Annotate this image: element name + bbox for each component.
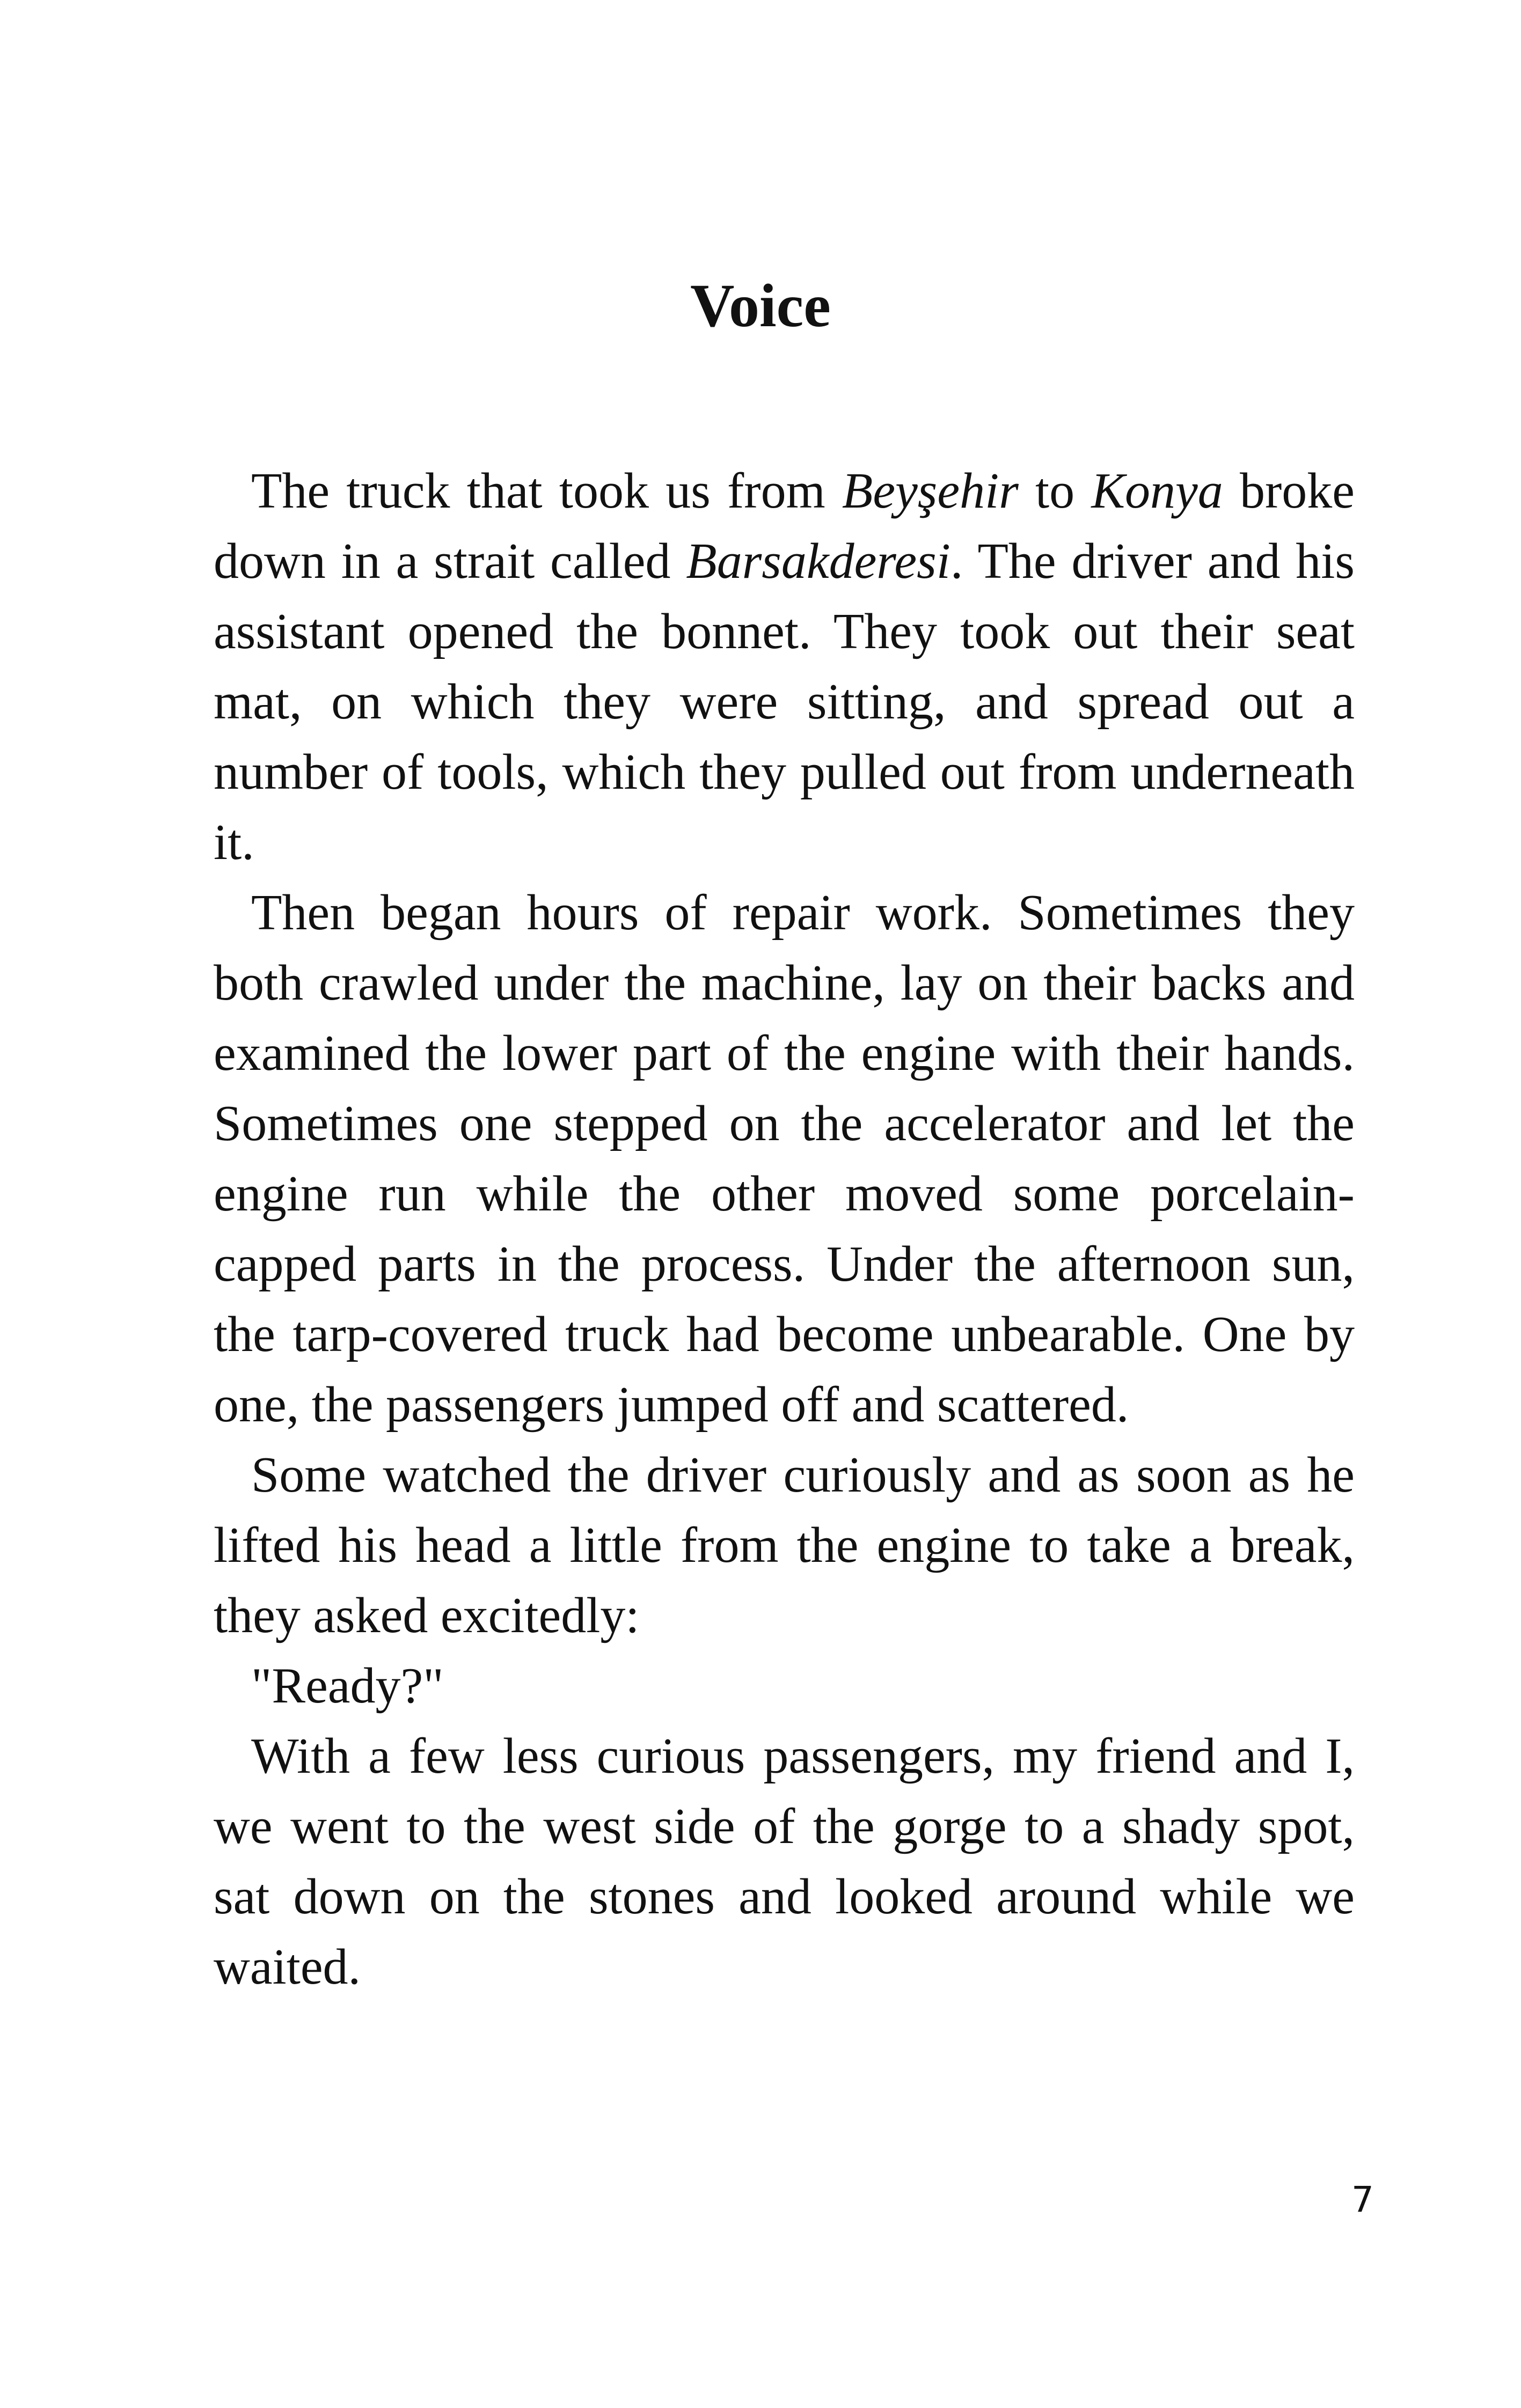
paragraph-5: With a few less curious passengers, my friend and I, we went to the west side of the gorge to a shady spot, sat down on the stones and looked around while we waited.	[214, 1728, 1355, 1995]
paragraph-1-text-d: . The driver and his assistant opened the bonnet. They took out their seat mat, on which they were sitting, and spread out a number of tools, which they pulled out from underneath it.	[214, 533, 1355, 870]
paragraph-1-text-a: The truck that took us from	[251, 463, 842, 519]
paragraph-4: "Ready?"	[251, 1658, 444, 1714]
paragraph-1	[214, 456, 1355, 878]
paragraph-1-text-c: broke down in a strait called	[214, 463, 1355, 589]
paragraph-2: Then began hours of repair work. Sometimes they both crawled under the machine, lay on their backs and examined the lower part of the engine with their hands. Sometimes one stepped on the accelerator and let the engine run while the other moved some porcelain-capped parts in the process. Under the afternoon sun, the tarp-covered truck had become unbearable. One by one, the passengers jumped off and scattered.	[214, 885, 1355, 1433]
chapter-title: Voice	[690, 271, 831, 340]
place-name-beysehir: Beyşehir	[842, 463, 1019, 519]
page-number: 7	[1351, 2179, 1374, 2220]
chapter-body	[214, 456, 1355, 2002]
place-name-konya: Konya	[1091, 463, 1223, 519]
paragraph-3: Some watched the driver curiously and as soon as he lifted his head a little from the engine to take a break, they asked excitedly:	[214, 1447, 1355, 1643]
place-name-barsakderesi: Barsakderesi	[686, 533, 950, 589]
paragraph-1-text-b: to	[1018, 463, 1092, 519]
